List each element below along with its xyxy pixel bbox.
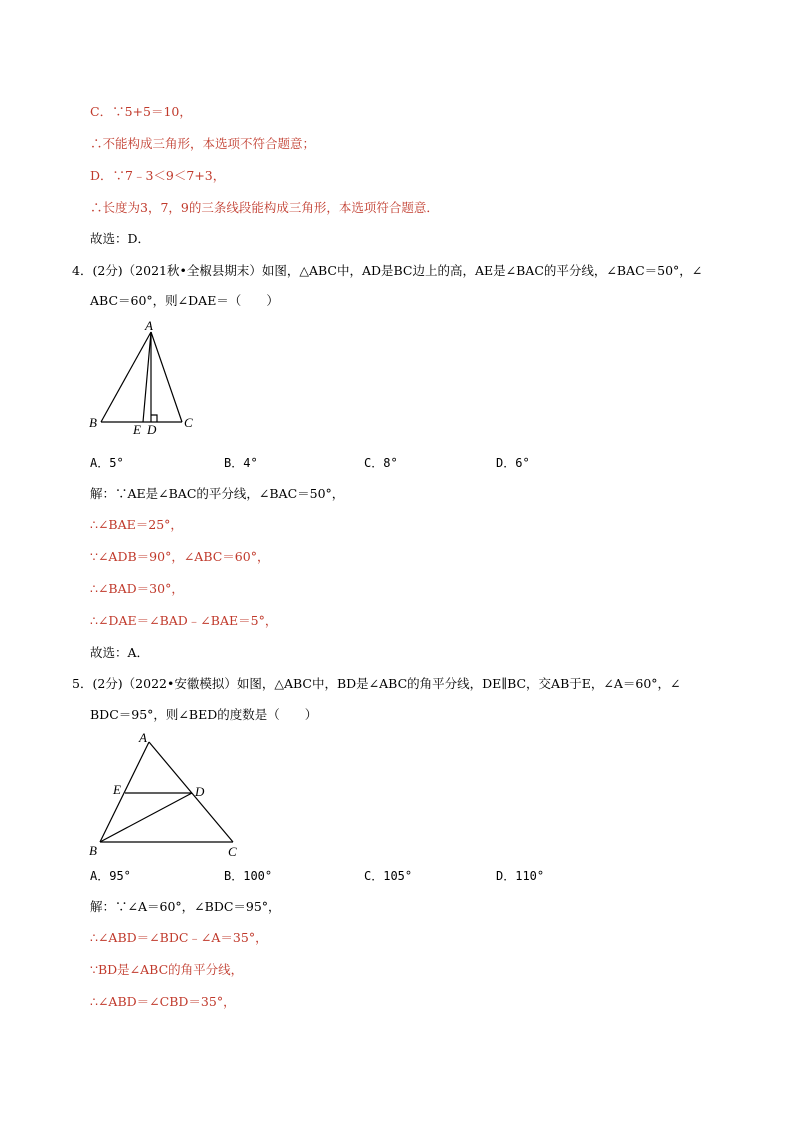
- q5-option-a: A．95°: [90, 869, 131, 883]
- q4-label-c: C: [184, 415, 193, 430]
- q4-triangle-figure: [84, 316, 214, 442]
- prev-answer: 故选：D．: [90, 231, 151, 246]
- q4-answer: 故选：A．: [90, 645, 150, 660]
- q5-option-d: D．110°: [496, 869, 545, 883]
- q4-option-a: A．5°: [90, 456, 124, 470]
- q4-label-d: D: [147, 422, 157, 437]
- q4-label-e: E: [133, 422, 141, 437]
- q4-option-b: B．4°: [224, 456, 258, 470]
- q5-solution-line1: 解：∵∠A＝60°，∠BDC＝95°，: [90, 899, 281, 914]
- q5-option-c: C．105°: [364, 869, 413, 883]
- q4-solution-line1: 解：∵AE是∠BAC的平分线，∠BAC＝50°，: [90, 486, 345, 501]
- q5-option-b: B．100°: [224, 869, 273, 883]
- option-d-check: D．∵7﹣3＜9＜7+3，: [90, 168, 226, 183]
- q4-stem-line2: ABC＝60°，则∠DAE＝（ ）: [90, 293, 279, 308]
- q4-option-d: D．6°: [496, 456, 530, 470]
- q4-solution-line4: ∴∠BAD＝30°，: [90, 581, 184, 596]
- q5-triangle-figure: [84, 726, 244, 862]
- q4-solution-line5: ∴∠DAE＝∠BAD﹣∠BAE＝5°，: [90, 613, 278, 628]
- q4-option-c: C．8°: [364, 456, 398, 470]
- option-c-check: C．∵5+5＝10，: [90, 104, 192, 119]
- q4-label-b: B: [89, 415, 97, 430]
- q5-solution-line4: ∴∠ABD＝∠CBD＝35°，: [90, 994, 236, 1009]
- q5-label-a: A: [139, 730, 147, 745]
- q5-stem-line2: BDC＝95°，则∠BED的度数是（ ）: [90, 707, 318, 722]
- q4-label-a: A: [145, 318, 153, 333]
- q4-stem-line1: 4．(2分)（2021秋•全椒县期末）如图，△ABC中，AD是BC边上的高，AE是∠BAC的平分线，∠BAC＝50°，∠: [72, 263, 703, 278]
- option-c-conclusion: ∴不能构成三角形，本选项不符合题意；: [90, 136, 316, 151]
- q5-label-c: C: [228, 844, 237, 859]
- q5-label-d: D: [195, 784, 205, 799]
- q5-label-b: B: [89, 843, 97, 858]
- q5-solution-line3: ∵BD是∠ABC的角平分线，: [90, 962, 244, 977]
- option-d-conclusion: ∴长度为3，7，9的三条线段能构成三角形，本选项符合题意．: [90, 200, 439, 215]
- q4-solution-line3: ∵∠ADB＝90°，∠ABC＝60°，: [90, 549, 270, 564]
- q5-solution-line2: ∴∠ABD＝∠BDC﹣∠A＝35°，: [90, 930, 268, 945]
- q5-stem-line1: 5．(2分)（2022•安徽模拟）如图，△ABC中，BD是∠ABC的角平分线，DE∥BC，交AB于E，∠A＝60°，∠: [72, 676, 681, 691]
- q4-solution-line2: ∴∠BAE＝25°，: [90, 517, 183, 532]
- q5-label-e: E: [113, 782, 121, 797]
